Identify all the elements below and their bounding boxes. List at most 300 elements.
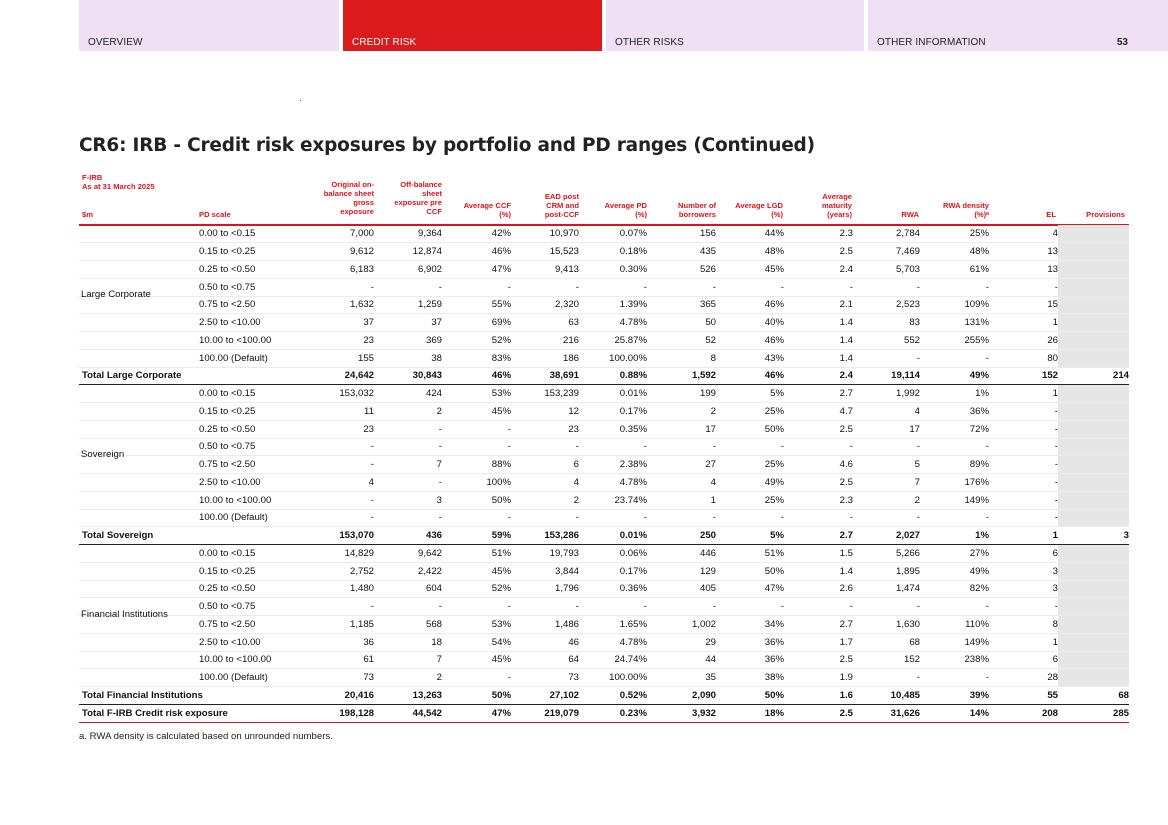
value-cell: 36 xyxy=(295,633,374,651)
col-provisions: Provisions xyxy=(1086,210,1125,219)
value-cell: 23 xyxy=(511,420,579,438)
grand-total-value-cell: 208 xyxy=(989,704,1058,722)
grand-total-value-cell: 2.5 xyxy=(784,704,853,722)
value-cell: - xyxy=(579,509,647,527)
value-cell: 4.78% xyxy=(579,314,647,332)
value-cell: - xyxy=(920,509,989,527)
total-value-cell: 1,592 xyxy=(647,367,716,385)
provisions-cell xyxy=(1058,633,1129,651)
provisions-cell xyxy=(1058,491,1129,509)
value-cell: - xyxy=(989,420,1058,438)
value-cell: 1,796 xyxy=(511,580,579,598)
provisions-cell xyxy=(1058,474,1129,492)
col-borrowers: Number of borrowers xyxy=(678,201,716,219)
value-cell: 5% xyxy=(716,385,784,403)
value-cell: - xyxy=(989,491,1058,509)
table-row xyxy=(79,296,1129,314)
value-cell: 155 xyxy=(295,349,374,367)
table-row xyxy=(79,261,1129,279)
value-cell: 55% xyxy=(442,296,511,314)
page-number: 53 xyxy=(1116,37,1128,48)
value-cell: - xyxy=(989,438,1058,456)
footnote: a. RWA density is calculated based on unrounded numbers. xyxy=(79,731,333,742)
value-cell: 11 xyxy=(295,403,374,421)
value-cell: - xyxy=(295,598,374,616)
value-cell: 47% xyxy=(716,580,784,598)
total-value-cell: 3 xyxy=(1058,527,1129,545)
grand-total-value-cell: 3,932 xyxy=(647,704,716,722)
value-cell: 28 xyxy=(989,669,1058,687)
grand-total-row xyxy=(79,704,1129,722)
col-avg-ccf: Average CCF (%) xyxy=(463,201,511,219)
value-cell: - xyxy=(374,474,442,492)
col-el: EL xyxy=(1046,210,1056,219)
value-cell: 1 xyxy=(989,633,1058,651)
value-cell: 1,474 xyxy=(853,580,920,598)
value-cell: 80 xyxy=(989,349,1058,367)
value-cell: 186 xyxy=(511,349,579,367)
value-cell: 45% xyxy=(442,651,511,669)
value-cell: 424 xyxy=(374,385,442,403)
value-cell: - xyxy=(374,278,442,296)
value-cell: 83 xyxy=(853,314,920,332)
value-cell: 29 xyxy=(647,633,716,651)
pd-scale-cell: 0.00 to <0.15 xyxy=(79,385,295,403)
value-cell: 40% xyxy=(716,314,784,332)
value-cell: 1,992 xyxy=(853,385,920,403)
grand-total-value-cell: 47% xyxy=(442,704,511,722)
pd-scale-cell: 0.25 to <0.50 xyxy=(79,261,295,279)
provisions-cell xyxy=(1058,403,1129,421)
value-cell: - xyxy=(784,278,853,296)
value-cell: - xyxy=(647,278,716,296)
value-cell: 61% xyxy=(920,261,989,279)
value-cell: - xyxy=(511,278,579,296)
value-cell: 1.4 xyxy=(784,314,853,332)
value-cell: - xyxy=(511,598,579,616)
provisions-cell xyxy=(1058,616,1129,634)
col-original: Original on- balance sheet gross exposure xyxy=(323,180,374,216)
value-cell: - xyxy=(442,598,511,616)
value-cell: 1% xyxy=(920,385,989,403)
value-cell: 7 xyxy=(374,651,442,669)
value-cell: 89% xyxy=(920,456,989,474)
value-cell: 27 xyxy=(647,456,716,474)
value-cell: 2.6 xyxy=(784,580,853,598)
pd-scale-cell: 10.00 to <100.00 xyxy=(79,332,295,350)
table-row xyxy=(79,633,1129,651)
value-cell: 53% xyxy=(442,385,511,403)
total-value-cell: 5% xyxy=(716,527,784,545)
value-cell: 1,002 xyxy=(647,616,716,634)
value-cell: 88% xyxy=(442,456,511,474)
provisions-cell xyxy=(1058,278,1129,296)
value-cell: 83% xyxy=(442,349,511,367)
total-value-cell: 50% xyxy=(716,687,784,705)
total-value-cell: 30,843 xyxy=(374,367,442,385)
value-cell: 526 xyxy=(647,261,716,279)
value-cell: 2 xyxy=(374,403,442,421)
table-row xyxy=(79,420,1129,438)
table-row xyxy=(79,491,1129,509)
total-value-cell: 436 xyxy=(374,527,442,545)
pd-scale-cell: 10.00 to <100.00 xyxy=(79,651,295,669)
table-row xyxy=(79,243,1129,261)
value-cell: 446 xyxy=(647,545,716,563)
value-cell: 4.78% xyxy=(579,633,647,651)
value-cell: - xyxy=(295,438,374,456)
pd-scale-cell: 2.50 to <10.00 xyxy=(79,633,295,651)
value-cell: - xyxy=(784,438,853,456)
value-cell: - xyxy=(784,598,853,616)
table-row xyxy=(79,456,1129,474)
total-value-cell: 13,263 xyxy=(374,687,442,705)
value-cell: - xyxy=(579,438,647,456)
value-cell: - xyxy=(716,438,784,456)
tab-other-risks[interactable] xyxy=(606,0,864,51)
value-cell: 0.07% xyxy=(579,225,647,243)
total-value-cell: 152 xyxy=(989,367,1058,385)
value-cell: 50 xyxy=(647,314,716,332)
value-cell: 5 xyxy=(853,456,920,474)
value-cell: - xyxy=(374,598,442,616)
pd-scale-cell: 0.50 to <0.75 xyxy=(79,278,295,296)
table-row xyxy=(79,545,1129,563)
value-cell: 2,422 xyxy=(374,562,442,580)
value-cell: 23 xyxy=(295,332,374,350)
grand-total-value-cell: 31,626 xyxy=(853,704,920,722)
provisions-cell xyxy=(1058,580,1129,598)
value-cell: - xyxy=(989,403,1058,421)
value-cell: 6 xyxy=(989,651,1058,669)
value-cell: 26 xyxy=(989,332,1058,350)
table-row xyxy=(79,598,1129,616)
grand-total-value-cell: 198,128 xyxy=(295,704,374,722)
value-cell: 7 xyxy=(853,474,920,492)
provisions-cell xyxy=(1058,349,1129,367)
value-cell: 23.74% xyxy=(579,491,647,509)
grand-total-value-cell: 18% xyxy=(716,704,784,722)
value-cell: 4 xyxy=(989,225,1058,243)
value-cell: 82% xyxy=(920,580,989,598)
table-row xyxy=(79,314,1129,332)
portfolio-label: Financial Institutions xyxy=(81,608,168,620)
value-cell: 1.39% xyxy=(579,296,647,314)
value-cell: - xyxy=(295,456,374,474)
value-cell: - xyxy=(647,438,716,456)
value-cell: 255% xyxy=(920,332,989,350)
value-cell: 1.5 xyxy=(784,545,853,563)
value-cell: 405 xyxy=(647,580,716,598)
provisions-cell xyxy=(1058,385,1129,403)
value-cell: 7,469 xyxy=(853,243,920,261)
value-cell: 369 xyxy=(374,332,442,350)
value-cell: 36% xyxy=(920,403,989,421)
provisions-cell xyxy=(1058,509,1129,527)
value-cell: 25% xyxy=(716,403,784,421)
total-value-cell: 1 xyxy=(989,527,1058,545)
pd-scale-cell: 10.00 to <100.00 xyxy=(79,491,295,509)
value-cell: 552 xyxy=(853,332,920,350)
value-cell: 2 xyxy=(647,403,716,421)
value-cell: 48% xyxy=(920,243,989,261)
value-cell: - xyxy=(295,278,374,296)
value-cell: 50% xyxy=(716,562,784,580)
tab-overview-label: OVERVIEW xyxy=(88,37,143,48)
value-cell: - xyxy=(716,598,784,616)
value-cell: - xyxy=(511,509,579,527)
pd-scale-cell: 2.50 to <10.00 xyxy=(79,474,295,492)
grand-total-value-cell: 285 xyxy=(1058,704,1129,722)
value-cell: - xyxy=(784,509,853,527)
value-cell: 2.7 xyxy=(784,616,853,634)
value-cell: 34% xyxy=(716,616,784,634)
total-value-cell: 1.6 xyxy=(784,687,853,705)
value-cell: 51% xyxy=(442,545,511,563)
value-cell: 1,480 xyxy=(295,580,374,598)
pd-scale-cell: 0.75 to <2.50 xyxy=(79,456,295,474)
value-cell: 4 xyxy=(511,474,579,492)
pd-scale-cell: 0.75 to <2.50 xyxy=(79,296,295,314)
pd-scale-cell: 0.00 to <0.15 xyxy=(79,545,295,563)
tab-other-information-label: OTHER INFORMATION xyxy=(877,37,986,48)
total-label-cell: Total Large Corporate xyxy=(79,367,295,385)
value-cell: 9,413 xyxy=(511,261,579,279)
value-cell: 2 xyxy=(511,491,579,509)
pd-scale-cell: 0.75 to <2.50 xyxy=(79,616,295,634)
value-cell: 435 xyxy=(647,243,716,261)
value-cell: 100.00% xyxy=(579,349,647,367)
value-cell: 1,185 xyxy=(295,616,374,634)
provisions-cell xyxy=(1058,420,1129,438)
value-cell: 47% xyxy=(442,261,511,279)
value-cell: 73 xyxy=(295,669,374,687)
pd-scale-cell: 0.15 to <0.25 xyxy=(79,562,295,580)
value-cell: 4.7 xyxy=(784,403,853,421)
value-cell: 4 xyxy=(295,474,374,492)
value-cell: 0.36% xyxy=(579,580,647,598)
value-cell: - xyxy=(647,509,716,527)
col-avg-lgd: Average LGD (%) xyxy=(735,201,783,219)
pd-scale-cell: 100.00 (Default) xyxy=(79,669,295,687)
col-rwa-density: RWA density (%)ᵃ xyxy=(943,201,989,219)
table-row xyxy=(79,403,1129,421)
value-cell: 3 xyxy=(989,562,1058,580)
portfolio-label: Sovereign xyxy=(81,448,125,460)
value-cell: 6,183 xyxy=(295,261,374,279)
value-cell: 3 xyxy=(374,491,442,509)
col-pd-scale: PD scale xyxy=(199,210,231,219)
value-cell: 46% xyxy=(442,243,511,261)
value-cell: - xyxy=(374,438,442,456)
value-cell: 44 xyxy=(647,651,716,669)
tab-credit-risk-label: CREDIT RISK xyxy=(352,37,417,48)
tab-other-information[interactable] xyxy=(868,0,1168,51)
value-cell: 18 xyxy=(374,633,442,651)
value-cell: 2,320 xyxy=(511,296,579,314)
value-cell: - xyxy=(442,438,511,456)
value-cell: 51% xyxy=(716,545,784,563)
value-cell: 131% xyxy=(920,314,989,332)
value-cell: 1,259 xyxy=(374,296,442,314)
value-cell: 0.18% xyxy=(579,243,647,261)
value-cell: - xyxy=(920,349,989,367)
total-value-cell: 153,286 xyxy=(511,527,579,545)
value-cell: 17 xyxy=(853,420,920,438)
value-cell: 0.17% xyxy=(579,562,647,580)
total-value-cell: 24,642 xyxy=(295,367,374,385)
value-cell: 52% xyxy=(442,332,511,350)
pd-scale-cell: 0.25 to <0.50 xyxy=(79,580,295,598)
table-row xyxy=(79,616,1129,634)
value-cell: 6 xyxy=(511,456,579,474)
value-cell: 2.5 xyxy=(784,474,853,492)
total-value-cell: 0.88% xyxy=(579,367,647,385)
provisions-cell xyxy=(1058,314,1129,332)
value-cell: 25.87% xyxy=(579,332,647,350)
value-cell: 8 xyxy=(647,349,716,367)
value-cell: 149% xyxy=(920,491,989,509)
value-cell: 1 xyxy=(989,385,1058,403)
grand-total-value-cell: 44,542 xyxy=(374,704,442,722)
pd-scale-cell: 0.50 to <0.75 xyxy=(79,598,295,616)
total-value-cell: 2.4 xyxy=(784,367,853,385)
value-cell: 4.78% xyxy=(579,474,647,492)
value-cell: - xyxy=(920,669,989,687)
value-cell: 129 xyxy=(647,562,716,580)
value-cell: - xyxy=(920,278,989,296)
value-cell: - xyxy=(853,349,920,367)
total-value-cell: 49% xyxy=(920,367,989,385)
total-label-cell: Total Sovereign xyxy=(79,527,295,545)
value-cell: - xyxy=(989,598,1058,616)
provisions-cell xyxy=(1058,545,1129,563)
value-cell: 1.7 xyxy=(784,633,853,651)
value-cell: 0.01% xyxy=(579,385,647,403)
value-cell: 46 xyxy=(511,633,579,651)
value-cell: - xyxy=(853,598,920,616)
total-value-cell: 1% xyxy=(920,527,989,545)
total-value-cell: 10,485 xyxy=(853,687,920,705)
value-cell: 149% xyxy=(920,633,989,651)
pd-scale-cell: 2.50 to <10.00 xyxy=(79,314,295,332)
col-off-balance: Off-balance sheet exposure pre CCF xyxy=(394,180,442,216)
pd-scale-cell: 100.00 (Default) xyxy=(79,509,295,527)
total-row xyxy=(79,527,1129,545)
value-cell: 2.7 xyxy=(784,385,853,403)
value-cell: 2.5 xyxy=(784,243,853,261)
value-cell: 1,632 xyxy=(295,296,374,314)
table-row xyxy=(79,225,1129,243)
exposure-table xyxy=(79,225,1129,723)
value-cell: 1 xyxy=(989,314,1058,332)
provisions-cell xyxy=(1058,332,1129,350)
value-cell: 42% xyxy=(442,225,511,243)
pd-scale-cell: 0.15 to <0.25 xyxy=(79,403,295,421)
total-value-cell: 214 xyxy=(1058,367,1129,385)
value-cell: 3 xyxy=(989,580,1058,598)
value-cell: 10,970 xyxy=(511,225,579,243)
value-cell: 2.1 xyxy=(784,296,853,314)
value-cell: 199 xyxy=(647,385,716,403)
pd-scale-cell: 0.50 to <0.75 xyxy=(79,438,295,456)
grand-total-label-cell: Total F-IRB Credit risk exposure xyxy=(79,704,295,722)
value-cell: 4 xyxy=(647,474,716,492)
value-cell: 13 xyxy=(989,261,1058,279)
value-cell: 37 xyxy=(295,314,374,332)
value-cell: 7,000 xyxy=(295,225,374,243)
value-cell: 50% xyxy=(442,491,511,509)
value-cell: - xyxy=(511,438,579,456)
value-cell: 13 xyxy=(989,243,1058,261)
value-cell: - xyxy=(989,509,1058,527)
value-cell: 100% xyxy=(442,474,511,492)
value-cell: 2 xyxy=(374,669,442,687)
value-cell: 8 xyxy=(989,616,1058,634)
value-cell: 4 xyxy=(853,403,920,421)
value-cell: 176% xyxy=(920,474,989,492)
total-value-cell: 2,090 xyxy=(647,687,716,705)
value-cell: 153,032 xyxy=(295,385,374,403)
table-row xyxy=(79,669,1129,687)
total-value-cell: 46% xyxy=(442,367,511,385)
value-cell: 69% xyxy=(442,314,511,332)
value-cell: 48% xyxy=(716,243,784,261)
total-value-cell: 46% xyxy=(716,367,784,385)
value-cell: 61 xyxy=(295,651,374,669)
provisions-cell xyxy=(1058,261,1129,279)
value-cell: 72% xyxy=(920,420,989,438)
value-cell: 36% xyxy=(716,651,784,669)
total-value-cell: 2.7 xyxy=(784,527,853,545)
value-cell: 238% xyxy=(920,651,989,669)
value-cell: 4.6 xyxy=(784,456,853,474)
value-cell: 6,902 xyxy=(374,261,442,279)
total-row xyxy=(79,687,1129,705)
section-nav xyxy=(79,0,1168,51)
value-cell: - xyxy=(989,474,1058,492)
total-value-cell: 68 xyxy=(1058,687,1129,705)
tab-credit-risk[interactable] xyxy=(343,0,602,51)
provisions-cell xyxy=(1058,456,1129,474)
value-cell: 5,703 xyxy=(853,261,920,279)
value-cell: 2.3 xyxy=(784,491,853,509)
value-cell: 604 xyxy=(374,580,442,598)
value-cell: - xyxy=(295,491,374,509)
table-row xyxy=(79,349,1129,367)
value-cell: - xyxy=(853,669,920,687)
table-row xyxy=(79,509,1129,527)
value-cell: 568 xyxy=(374,616,442,634)
tab-overview[interactable] xyxy=(79,0,339,51)
grand-total-value-cell: 14% xyxy=(920,704,989,722)
value-cell: 63 xyxy=(511,314,579,332)
value-cell: 2,784 xyxy=(853,225,920,243)
value-cell: 49% xyxy=(716,474,784,492)
value-cell: - xyxy=(442,278,511,296)
value-cell: 25% xyxy=(920,225,989,243)
total-value-cell: 0.52% xyxy=(579,687,647,705)
provisions-cell xyxy=(1058,669,1129,687)
value-cell: 64 xyxy=(511,651,579,669)
col-avg-pd: Average PD (%) xyxy=(604,201,647,219)
value-cell: 2 xyxy=(853,491,920,509)
value-cell: - xyxy=(853,278,920,296)
value-cell: 12,874 xyxy=(374,243,442,261)
value-cell: 2,523 xyxy=(853,296,920,314)
value-cell: 23 xyxy=(295,420,374,438)
table-row xyxy=(79,580,1129,598)
